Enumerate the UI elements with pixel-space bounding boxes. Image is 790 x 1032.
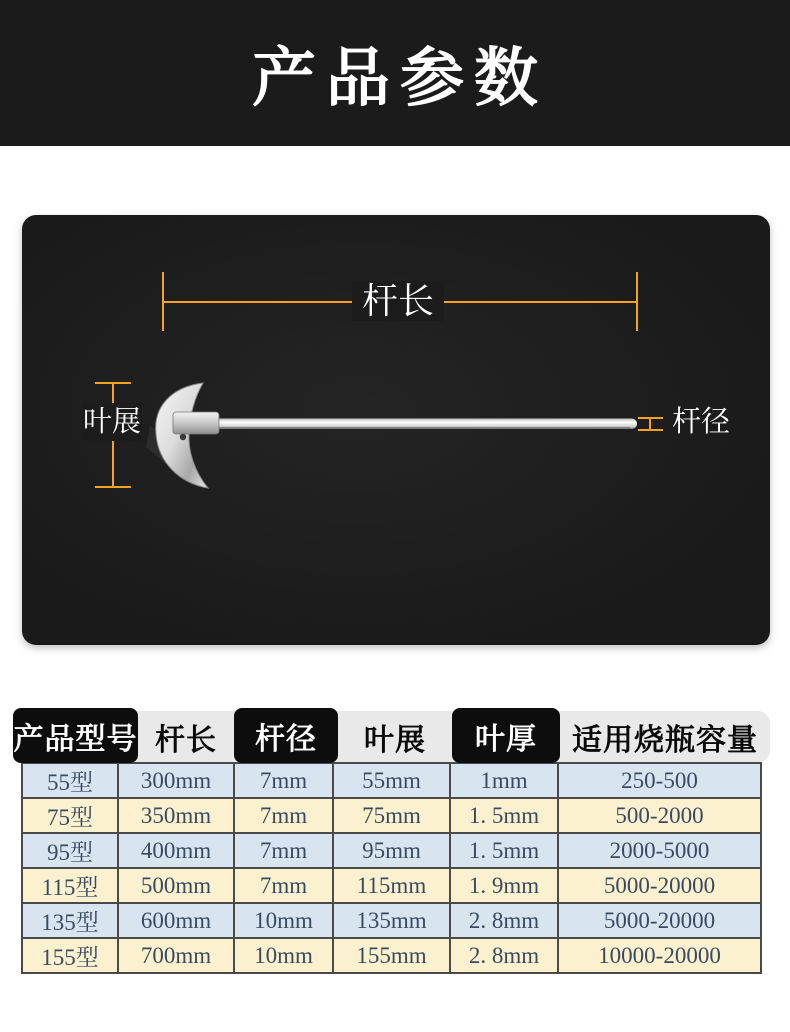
stirrer-set-screw <box>180 434 186 440</box>
table-cell: 7mm <box>234 833 333 868</box>
rod-diameter-symbol-bottom <box>638 429 663 431</box>
spec-table <box>21 762 762 974</box>
table-cell: 5000-20000 <box>558 868 761 903</box>
rod-diameter-symbol-mid <box>649 419 651 429</box>
table-cell: 1. 9mm <box>450 868 558 903</box>
table-cell: 7mm <box>234 763 333 798</box>
table-cell: 55型 <box>22 763 118 798</box>
blade-span-bottom-tick <box>95 486 131 488</box>
table-cell: 95型 <box>22 833 118 868</box>
stirrer-hub <box>173 412 219 434</box>
product-diagram-panel <box>22 215 770 645</box>
table-cell: 250-500 <box>558 763 761 798</box>
table-cell: 75mm <box>333 798 450 833</box>
table-row <box>22 798 761 833</box>
table-cell: 135mm <box>333 903 450 938</box>
table-row <box>22 868 761 903</box>
table-cell: 300mm <box>118 763 234 798</box>
page-banner <box>0 0 790 146</box>
table-cell: 75型 <box>22 798 118 833</box>
table-cell: 10mm <box>234 903 333 938</box>
table-cell: 115型 <box>22 868 118 903</box>
rod-length-left-tick <box>162 272 164 331</box>
table-cell: 7mm <box>234 868 333 903</box>
rod-diameter-label: 杆径 <box>672 406 731 438</box>
page-title: 产品参数 <box>252 43 548 114</box>
table-cell: 2. 8mm <box>450 903 558 938</box>
table-row <box>22 763 761 798</box>
header-rod-length: 杆长 <box>155 723 217 757</box>
blade-span-label: 叶展 <box>82 403 142 441</box>
header-blade-span: 叶展 <box>364 723 426 757</box>
table-cell: 95mm <box>333 833 450 868</box>
table-cell: 500mm <box>118 868 234 903</box>
table-cell: 135型 <box>22 903 118 938</box>
table-cell: 115mm <box>333 868 450 903</box>
table-row <box>22 938 761 973</box>
table-cell: 600mm <box>118 903 234 938</box>
header-blade-thickness: 叶厚 <box>452 708 560 763</box>
spec-table-body <box>22 763 761 973</box>
table-cell: 1mm <box>450 763 558 798</box>
table-cell: 500-2000 <box>558 798 761 833</box>
table-cell: 10mm <box>234 938 333 973</box>
table-row <box>22 903 761 938</box>
table-cell: 2. 8mm <box>450 938 558 973</box>
table-cell: 1. 5mm <box>450 798 558 833</box>
table-cell: 155型 <box>22 938 118 973</box>
table-cell: 2000-5000 <box>558 833 761 868</box>
table-row <box>22 833 761 868</box>
table-cell: 400mm <box>118 833 234 868</box>
table-cell: 350mm <box>118 798 234 833</box>
table-cell: 55mm <box>333 763 450 798</box>
header-rod-diameter: 杆径 <box>234 708 338 763</box>
table-cell: 155mm <box>333 938 450 973</box>
blade-span-top-tick <box>95 382 131 384</box>
table-cell: 1. 5mm <box>450 833 558 868</box>
table-cell: 5000-20000 <box>558 903 761 938</box>
rod-length-label: 杆长 <box>352 281 444 321</box>
table-cell: 7mm <box>234 798 333 833</box>
table-cell: 700mm <box>118 938 234 973</box>
header-product-model: 产品型号 <box>13 708 138 763</box>
table-cell: 10000-20000 <box>558 938 761 973</box>
rod-length-right-tick <box>636 272 638 331</box>
header-flask-capacity: 适用烧瓶容量 <box>572 723 758 757</box>
